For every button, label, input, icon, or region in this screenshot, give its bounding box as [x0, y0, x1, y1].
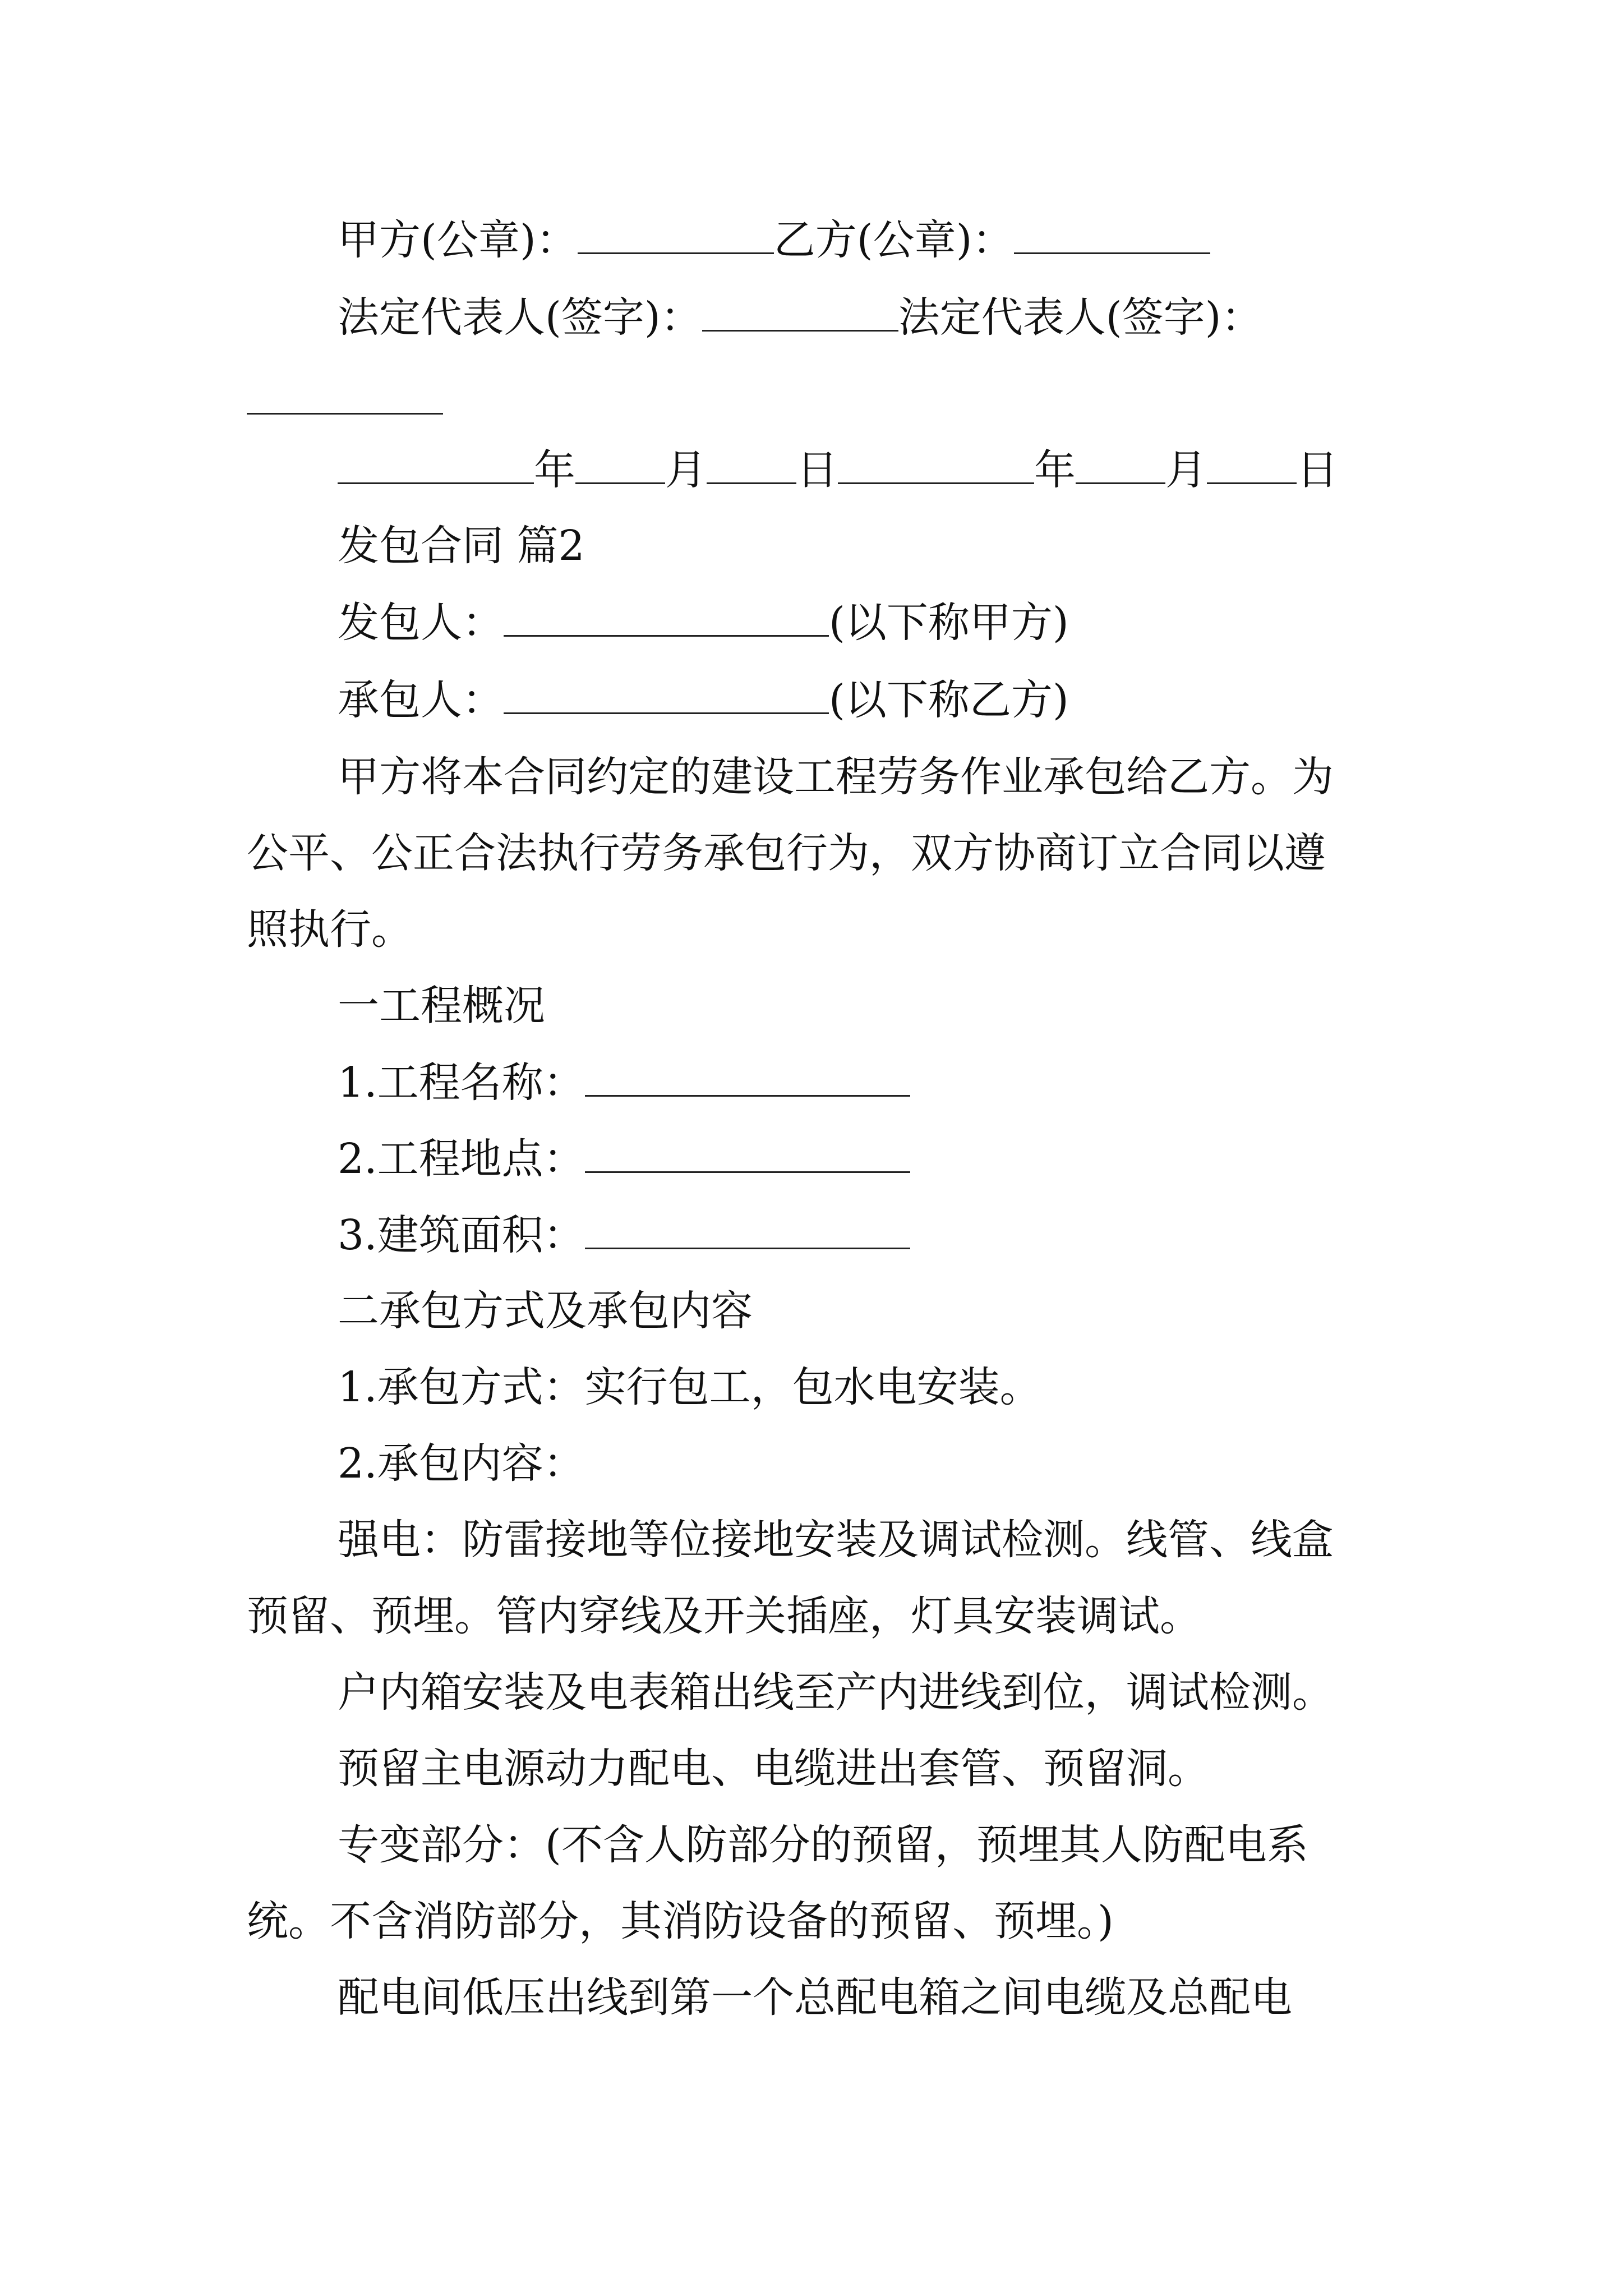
rep-a-blank: [702, 296, 898, 332]
project-name-label: 1.工程名称：: [338, 1059, 585, 1107]
building-area-line: [338, 1211, 910, 1292]
project-location-line: [338, 1135, 910, 1216]
day-b-label: 日: [1297, 446, 1338, 494]
indoor-box-line: 户内箱安装及电表箱出线至产内进线到位，调试检测。: [338, 1668, 1334, 1717]
date-line: [338, 446, 1338, 527]
rep-b-blank-line: [247, 379, 443, 458]
party-a-seal-blank: [578, 219, 774, 254]
year-b-label: 年: [1034, 446, 1076, 494]
party-b-seal-blank: [1014, 219, 1210, 254]
rep-b-label: 法定代表人(签字)：: [898, 293, 1263, 342]
contractor-line: [338, 676, 1069, 757]
day-b-blank: [1207, 449, 1297, 484]
seal-line: [338, 216, 1210, 297]
rep-b-blank: [247, 379, 443, 415]
strong-current-line-1: 强电：防雷接地等位接地安装及调试检测。线管、线盒: [338, 1516, 1334, 1564]
representative-line: [338, 293, 1263, 375]
project-location-blank: [585, 1138, 910, 1173]
contractor-label: 承包人：: [338, 676, 504, 724]
year-a-label: 年: [534, 446, 575, 494]
party-b-seal-label: 乙方(公章)：: [773, 216, 1014, 264]
month-a-blank: [575, 449, 665, 484]
day-a-label: 日: [796, 446, 838, 494]
building-area-label: 3.建筑面积：: [338, 1211, 585, 1259]
contract-mode: 1.承包方式：实行包工，包水电安装。: [338, 1363, 1041, 1411]
day-a-blank: [707, 449, 796, 484]
year-b-blank: [838, 449, 1034, 484]
distribution-room-line: 配电间低压出线到第一个总配电箱之间电缆及总配电: [338, 1973, 1292, 2022]
reserve-power-line: 预留主电源动力配电、电缆进出套管、预留洞。: [338, 1745, 1209, 1793]
year-a-blank: [338, 449, 534, 484]
special-transformer-line-2: 统。不含消防部分，其消防设备的预留、预埋。): [247, 1897, 1114, 1945]
employer-label: 发包人：: [338, 599, 504, 647]
month-b-blank: [1076, 449, 1165, 484]
employer-blank: [504, 601, 829, 637]
project-location-label: 2.工程地点：: [338, 1135, 585, 1183]
building-area-blank: [585, 1214, 910, 1249]
contract-content-label: 2.承包内容：: [338, 1439, 585, 1488]
contract-heading: 发包合同 篇2: [338, 522, 585, 570]
project-name-blank: [585, 1061, 910, 1097]
special-transformer-line-1: 专变部分：(不含人防部分的预留，预埋其人防配电系: [338, 1821, 1308, 1869]
contractor-note: (以下称乙方): [829, 676, 1069, 724]
project-name-line: [338, 1061, 910, 1140]
party-a-seal-label: 甲方(公章)：: [338, 216, 578, 264]
employer-line: [338, 601, 1069, 680]
intro-line-3: 照执行。: [247, 905, 413, 954]
employer-note: (以下称甲方): [829, 599, 1069, 647]
intro-line-2: 公平、公正合法执行劳务承包行为，双方协商订立合同以遵: [247, 829, 1326, 877]
month-b-label: 月: [1165, 446, 1207, 494]
intro-line-1: 甲方将本合同约定的建设工程劳务作业承包给乙方。为: [338, 753, 1334, 801]
section2-title: 二承包方式及承包内容: [338, 1287, 753, 1335]
section1-title: 一工程概况: [338, 982, 545, 1030]
rep-a-label: 法定代表人(签字)：: [338, 293, 702, 342]
strong-current-line-2: 预留、预埋。管内穿线及开关插座，灯具安装调试。: [247, 1592, 1201, 1640]
contractor-blank: [504, 679, 829, 714]
month-a-label: 月: [665, 446, 707, 494]
